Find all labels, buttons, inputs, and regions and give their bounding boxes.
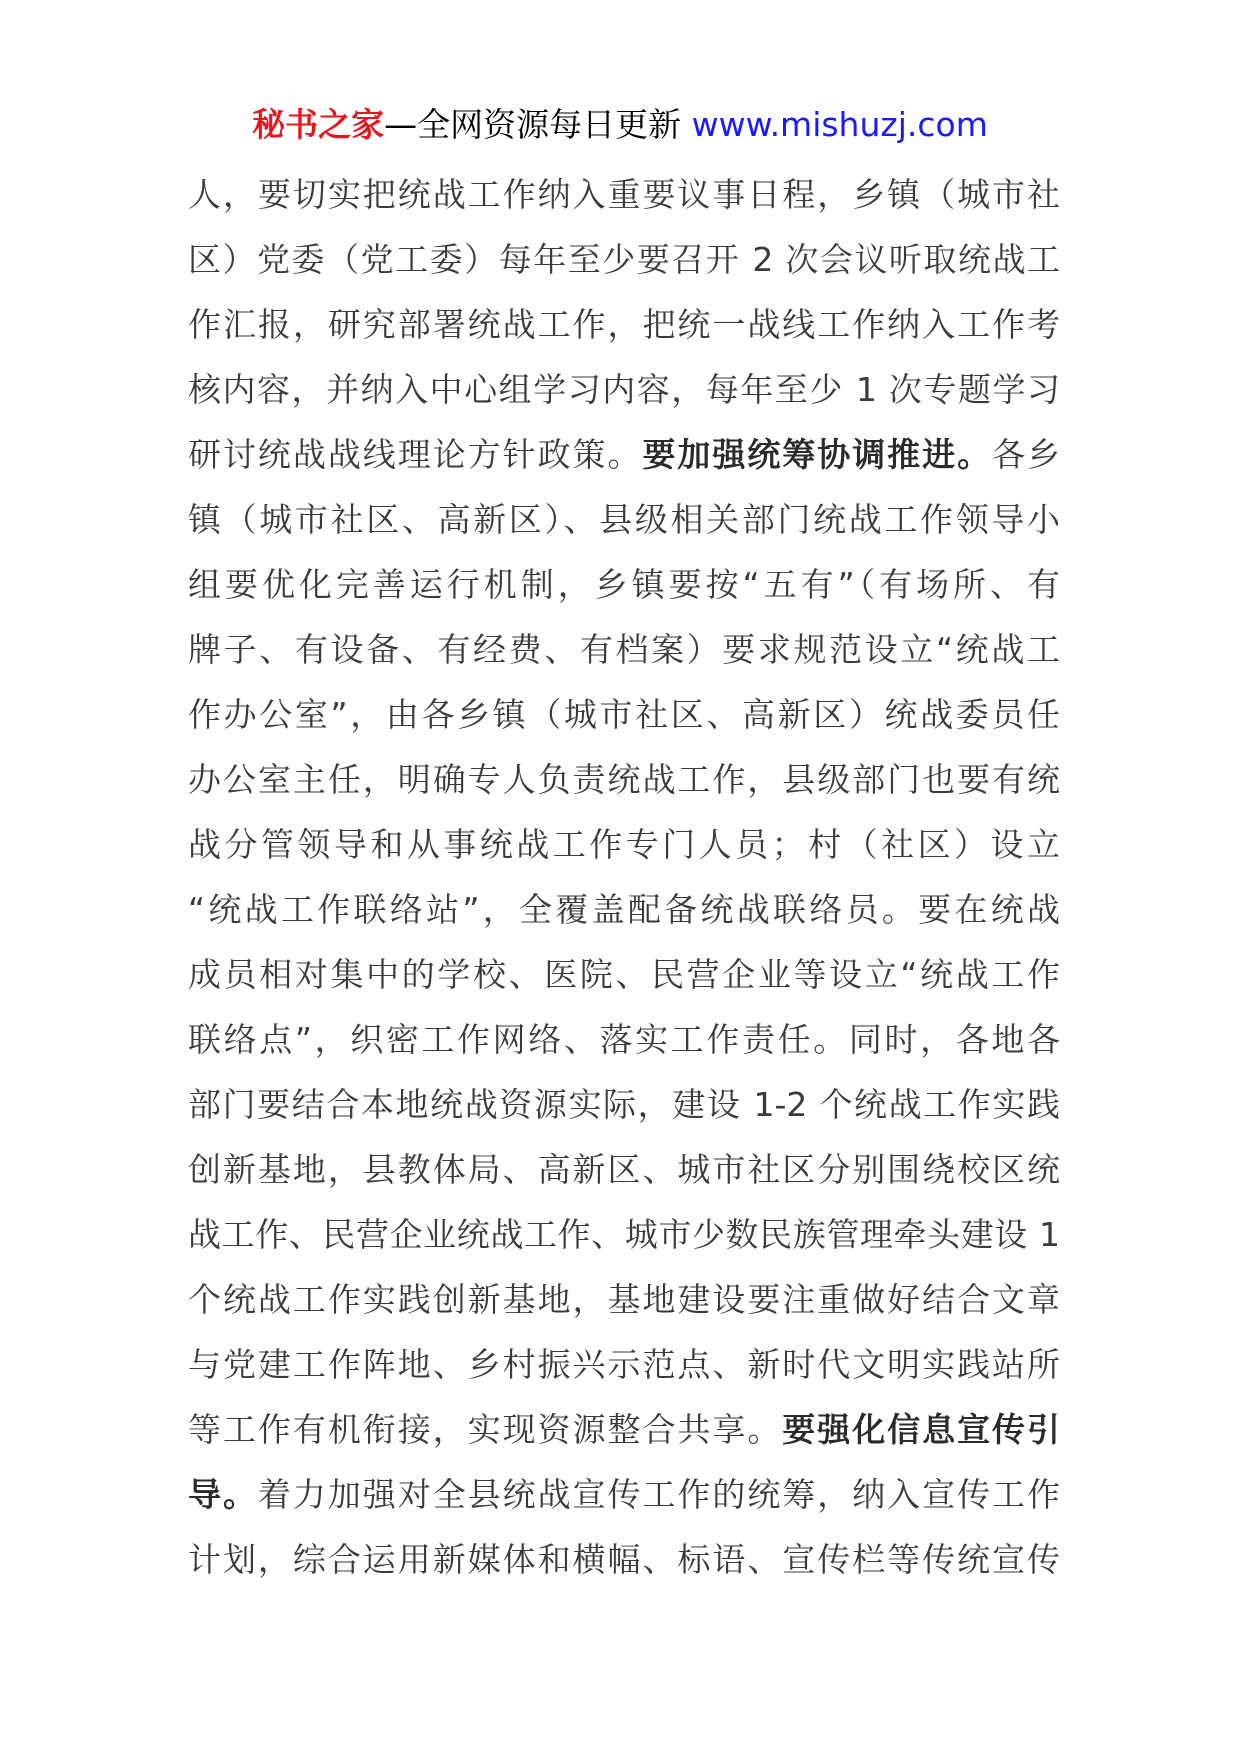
text-line bbox=[188, 422, 1060, 487]
text-line bbox=[188, 812, 1060, 877]
text-line bbox=[188, 1462, 1060, 1527]
text-run: 与党建工作阵地、乡村振兴示范点、新时代文明实践站所 bbox=[188, 1345, 1060, 1384]
text-line bbox=[188, 877, 1060, 942]
text-run: 个统战工作实践创新基地，基地建设要注重做好结合文章 bbox=[188, 1280, 1060, 1319]
text-run: 成员相对集中的学校、医院、民营企业等设立“统战工作 bbox=[188, 955, 1060, 994]
text-run: 人，要切实把统战工作纳入重要议事日程，乡镇（城市社 bbox=[188, 175, 1060, 214]
text-line bbox=[188, 1137, 1060, 1202]
text-run: 研讨统战战线理论方针政策。 bbox=[188, 435, 643, 474]
text-run: 镇（城市社区、高新区）、县级相关部门统战工作领导小 bbox=[188, 500, 1060, 539]
brand-name: 秘书之家 bbox=[252, 105, 385, 144]
text-line bbox=[188, 162, 1060, 227]
site-header bbox=[0, 100, 1240, 150]
bold-heading-run: 要加强统筹协调推进。 bbox=[642, 435, 993, 474]
bold-heading-run: 要强化信息宣传引 bbox=[782, 1410, 1061, 1449]
text-line bbox=[188, 1072, 1060, 1137]
text-run: 战分管领导和从事统战工作专门人员；村（社区）设立 bbox=[188, 825, 1060, 864]
text-line bbox=[188, 942, 1060, 1007]
text-run: 牌子、有设备、有经费、有档案）要求规范设立“统战工 bbox=[188, 630, 1060, 669]
text-run: 计划，综合运用新媒体和横幅、标语、宣传栏等传统宣传 bbox=[188, 1540, 1060, 1579]
text-run: 联络点”，织密工作网络、落实工作责任。同时，各地各 bbox=[188, 1020, 1060, 1059]
text-line bbox=[188, 617, 1060, 682]
text-line bbox=[188, 682, 1060, 747]
text-run: 区）党委（党工委）每年至少要召开 2 次会议听取统战工 bbox=[188, 240, 1060, 279]
text-run: 战工作、民营企业统战工作、城市少数民族管理牵头建设 1 bbox=[188, 1215, 1060, 1254]
bold-heading-run: 导。 bbox=[188, 1475, 258, 1514]
text-run: 各乡 bbox=[992, 435, 1061, 474]
text-run: 组要优化完善运行机制，乡镇要按“五有”（有场所、有 bbox=[188, 565, 1060, 604]
text-run: 等工作有机衔接，实现资源整合共享。 bbox=[188, 1410, 783, 1449]
text-run: 作办公室”，由各乡镇（城市社区、高新区）统战委员任 bbox=[188, 695, 1060, 734]
text-line bbox=[188, 1332, 1060, 1397]
text-run: 部门要结合本地统战资源实际，建设 1-2 个统战工作实践 bbox=[188, 1085, 1060, 1124]
text-line bbox=[188, 357, 1060, 422]
text-line bbox=[188, 552, 1060, 617]
site-url-link[interactable]: www.mishuzj.com bbox=[691, 105, 988, 144]
text-run: 着力加强对全县统战宣传工作的统筹，纳入宣传工作 bbox=[257, 1475, 1061, 1514]
text-line bbox=[188, 227, 1060, 292]
text-run: “统战工作联络站”，全覆盖配备统战联络员。要在统战 bbox=[188, 890, 1060, 929]
text-run: 办公室主任，明确专人负责统战工作，县级部门也要有统 bbox=[188, 760, 1060, 799]
text-line bbox=[188, 292, 1060, 357]
header-slogan: —全网资源每日更新 bbox=[384, 105, 692, 144]
text-line bbox=[188, 1202, 1060, 1267]
document-body bbox=[188, 162, 1060, 1592]
text-line bbox=[188, 487, 1060, 552]
text-run: 创新基地，县教体局、高新区、城市社区分别围绕校区统 bbox=[188, 1150, 1060, 1189]
text-line bbox=[188, 747, 1060, 812]
text-line bbox=[188, 1527, 1060, 1592]
text-line bbox=[188, 1267, 1060, 1332]
text-line bbox=[188, 1007, 1060, 1072]
text-run: 核内容，并纳入中心组学习内容，每年至少 1 次专题学习 bbox=[188, 370, 1060, 409]
text-line bbox=[188, 1397, 1060, 1462]
text-run: 作汇报，研究部署统战工作，把统一战线工作纳入工作考 bbox=[188, 305, 1060, 344]
